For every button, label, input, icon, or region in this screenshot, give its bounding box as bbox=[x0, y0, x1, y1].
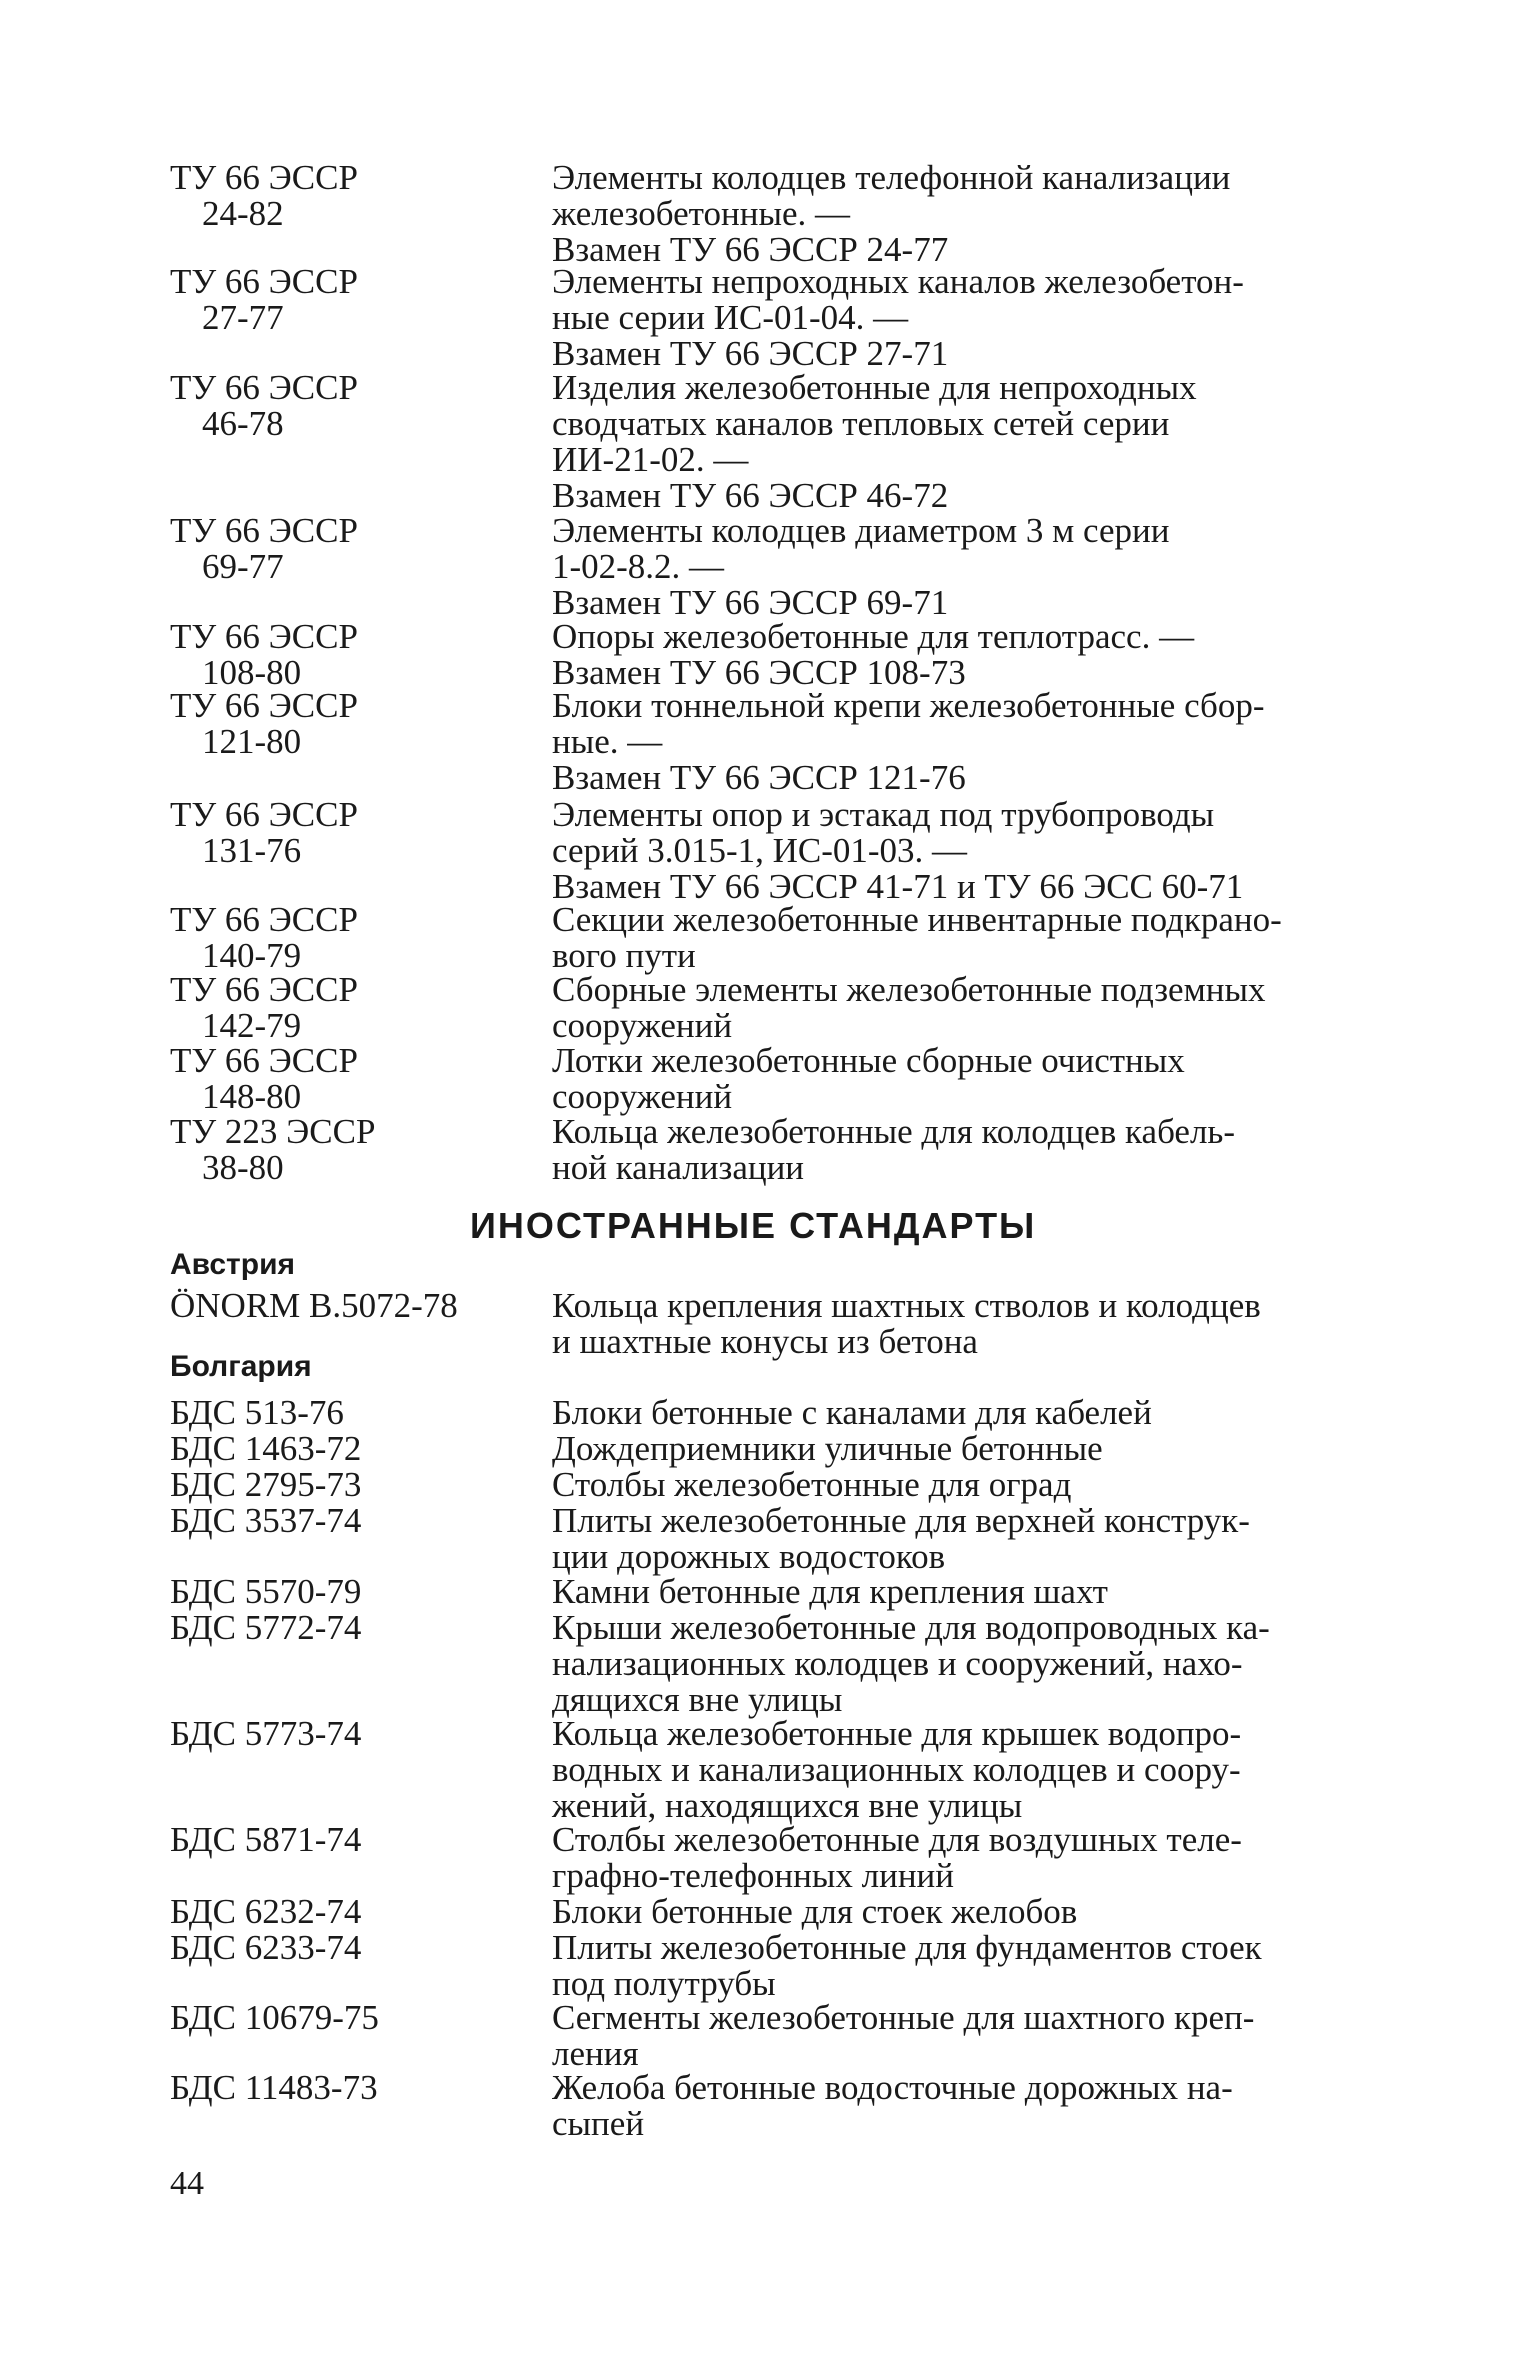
standard-description bbox=[552, 1574, 1382, 1610]
code-prefix: ТУ 66 ЭССР bbox=[170, 686, 358, 725]
standard-description bbox=[552, 160, 1382, 268]
standard-code: БДС 5570-79 bbox=[170, 1572, 362, 1611]
code-prefix: ТУ 66 ЭССР bbox=[170, 511, 358, 550]
code-number: 27-77 bbox=[202, 298, 284, 337]
standard-description bbox=[552, 2070, 1382, 2142]
code-prefix: ТУ 66 ЭССР bbox=[170, 262, 358, 301]
section-heading: ИНОСТРАННЫЕ СТАНДАРТЫ bbox=[470, 1205, 1037, 1246]
description-line: Опоры железобетонные для теплотрасс. — bbox=[552, 617, 1195, 656]
description-line: Элементы непроходных каналов железобетон- bbox=[552, 262, 1244, 301]
description-line: Элементы опор и эстакад под трубопроводы bbox=[552, 795, 1215, 834]
standard-description bbox=[552, 1930, 1382, 2002]
code-number: 38-80 bbox=[202, 1148, 284, 1187]
description-line: ления bbox=[552, 2034, 639, 2073]
description-line: под полутрубы bbox=[552, 1964, 776, 2003]
standard-description bbox=[552, 1894, 1382, 1930]
standard-description bbox=[552, 513, 1382, 621]
standard-code: БДС 6232-74 bbox=[170, 1892, 362, 1931]
standard-code bbox=[170, 688, 540, 760]
description-line: ИИ-21-02. — bbox=[552, 440, 749, 479]
code-number: 131-76 bbox=[202, 831, 302, 870]
standard-description bbox=[552, 264, 1382, 372]
standard-code: БДС 10679-75 bbox=[170, 1998, 379, 2037]
description-line: Дождеприемники уличные бетонные bbox=[552, 1429, 1103, 1468]
standard-description bbox=[552, 1043, 1382, 1115]
description-line: Блоки тоннельной крепи железобетонные сбор- bbox=[552, 686, 1265, 725]
description-line: Блоки бетонные для стоек желобов bbox=[552, 1892, 1078, 1931]
code-prefix: ТУ 66 ЭССР bbox=[170, 1041, 358, 1080]
description-line: Кольца железобетонные для крышек водопро- bbox=[552, 1714, 1242, 1753]
standard-description bbox=[552, 1716, 1382, 1824]
standard-description bbox=[552, 902, 1382, 974]
standard-code: БДС 11483-73 bbox=[170, 2068, 378, 2107]
standard-description bbox=[552, 688, 1382, 796]
description-line: сооружений bbox=[552, 1006, 733, 1045]
description-line: Блоки бетонные с каналами для кабелей bbox=[552, 1393, 1152, 1432]
standard-code bbox=[170, 160, 540, 232]
standard-code: БДС 513-76 bbox=[170, 1393, 344, 1432]
description-line: серий 3.015-1, ИС-01-03. — bbox=[552, 831, 968, 870]
description-line: ные серии ИС-01-04. — bbox=[552, 298, 909, 337]
description-line: вого пути bbox=[552, 936, 696, 975]
standard-description bbox=[552, 2000, 1382, 2072]
description-line: Желоба бетонные водосточные дорожных на- bbox=[552, 2068, 1233, 2107]
description-line: Взамен ТУ 66 ЭССР 27-71 bbox=[552, 334, 949, 373]
description-line: нализационных колодцев и сооружений, нахо- bbox=[552, 1644, 1243, 1683]
standard-description bbox=[552, 1114, 1382, 1186]
standard-code bbox=[170, 972, 540, 1044]
page-number: 44 bbox=[170, 2165, 204, 2202]
description-line: Взамен ТУ 66 ЭССР 41-71 и ТУ 66 ЭСС 60-71 bbox=[552, 867, 1244, 906]
description-line: Элементы колодцев телефонной канализации bbox=[552, 158, 1231, 197]
standard-description bbox=[552, 619, 1382, 691]
standard-description bbox=[552, 797, 1382, 905]
description-line: и шахтные конусы из бетона bbox=[552, 1322, 978, 1361]
code-number: 142-79 bbox=[202, 1006, 302, 1045]
description-line: дящихся вне улицы bbox=[552, 1680, 843, 1719]
standard-code: БДС 1463-72 bbox=[170, 1429, 362, 1468]
description-line: Взамен ТУ 66 ЭССР 121-76 bbox=[552, 758, 966, 797]
description-line: железобетонные. — bbox=[552, 194, 851, 233]
description-line: Элементы колодцев диаметром 3 м серии bbox=[552, 511, 1170, 550]
description-line: Плиты железобетонные для фундаментов стоек bbox=[552, 1928, 1262, 1967]
standard-code: БДС 5871-74 bbox=[170, 1820, 362, 1859]
standard-code bbox=[170, 619, 540, 691]
description-line: Лотки железобетонные сборные очистных bbox=[552, 1041, 1185, 1080]
standard-description bbox=[552, 1395, 1382, 1431]
standard-description bbox=[552, 972, 1382, 1044]
code-prefix: ТУ 66 ЭССР bbox=[170, 970, 358, 1009]
code-number: 121-80 bbox=[202, 722, 302, 761]
description-line: Сборные элементы железобетонные подземных bbox=[552, 970, 1266, 1009]
standard-code bbox=[170, 370, 540, 442]
code-prefix: ТУ 66 ЭССР bbox=[170, 795, 358, 834]
description-line: Взамен ТУ 66 ЭССР 108-73 bbox=[552, 653, 966, 692]
description-line: сводчатых каналов тепловых сетей серии bbox=[552, 404, 1170, 443]
description-line: Столбы железобетонные для воздушных теле- bbox=[552, 1820, 1242, 1859]
code-number: 148-80 bbox=[202, 1077, 302, 1116]
standard-code bbox=[170, 902, 540, 974]
standard-code bbox=[170, 264, 540, 336]
standard-description bbox=[552, 1431, 1382, 1467]
description-line: Взамен ТУ 66 ЭССР 24-77 bbox=[552, 230, 949, 269]
description-line: сооружений bbox=[552, 1077, 733, 1116]
standard-code: БДС 5773-74 bbox=[170, 1714, 362, 1753]
description-line: графно-телефонных линий bbox=[552, 1856, 955, 1895]
standard-code: ÖNORM B.5072-78 bbox=[170, 1286, 458, 1325]
standard-description bbox=[552, 370, 1382, 514]
standard-code: БДС 3537-74 bbox=[170, 1501, 362, 1540]
description-line: Плиты железобетонные для верхней конструк- bbox=[552, 1501, 1250, 1540]
description-line: ные. — bbox=[552, 722, 663, 761]
description-line: Взамен ТУ 66 ЭССР 69-71 bbox=[552, 583, 949, 622]
description-line: сыпей bbox=[552, 2104, 645, 2143]
standard-description bbox=[552, 1503, 1382, 1575]
standard-description bbox=[552, 1467, 1382, 1503]
description-line: жений, находящихся вне улицы bbox=[552, 1786, 1023, 1825]
description-line: Крыши железобетонные для водопроводных ка- bbox=[552, 1608, 1270, 1647]
standard-description bbox=[552, 1610, 1382, 1718]
description-line: ции дорожных водостоков bbox=[552, 1537, 946, 1576]
standard-code: БДС 5772-74 bbox=[170, 1608, 362, 1647]
standard-description bbox=[552, 1288, 1382, 1360]
description-line: Камни бетонные для крепления шахт bbox=[552, 1572, 1108, 1611]
description-line: водных и канализационных колодцев и соору- bbox=[552, 1750, 1241, 1789]
country-heading-austria: Австрия bbox=[170, 1248, 296, 1281]
description-line: Изделия железобетонные для непроходных bbox=[552, 368, 1197, 407]
standard-code: БДС 6233-74 bbox=[170, 1928, 362, 1967]
code-number: 108-80 bbox=[202, 653, 302, 692]
standard-code bbox=[170, 513, 540, 585]
code-number: 140-79 bbox=[202, 936, 302, 975]
code-prefix: ТУ 66 ЭССР bbox=[170, 617, 358, 656]
standard-code bbox=[170, 1043, 540, 1115]
description-line: Секции железобетонные инвентарные подкрано- bbox=[552, 900, 1282, 939]
standard-code bbox=[170, 797, 540, 869]
code-number: 69-77 bbox=[202, 547, 284, 586]
description-line: Кольца железобетонные для колодцев кабель- bbox=[552, 1112, 1236, 1151]
code-prefix: ТУ 66 ЭССР bbox=[170, 158, 358, 197]
standard-code: БДС 2795-73 bbox=[170, 1465, 362, 1504]
code-number: 24-82 bbox=[202, 194, 284, 233]
country-heading-bulgaria: Болгария bbox=[170, 1350, 312, 1383]
standard-code bbox=[170, 1114, 540, 1186]
standard-description bbox=[552, 1822, 1382, 1894]
code-prefix: ТУ 66 ЭССР bbox=[170, 900, 358, 939]
description-line: Столбы железобетонные для оград bbox=[552, 1465, 1072, 1504]
code-prefix: ТУ 66 ЭССР bbox=[170, 368, 358, 407]
code-prefix: ТУ 223 ЭССР bbox=[170, 1112, 376, 1151]
description-line: Сегменты железобетонные для шахтного креп- bbox=[552, 1998, 1255, 2037]
description-line: Кольца крепления шахтных стволов и колодцев bbox=[552, 1286, 1261, 1325]
description-line: 1-02-8.2. — bbox=[552, 547, 725, 586]
description-line: ной канализации bbox=[552, 1148, 805, 1187]
code-number: 46-78 bbox=[202, 404, 284, 443]
description-line: Взамен ТУ 66 ЭССР 46-72 bbox=[552, 476, 949, 515]
